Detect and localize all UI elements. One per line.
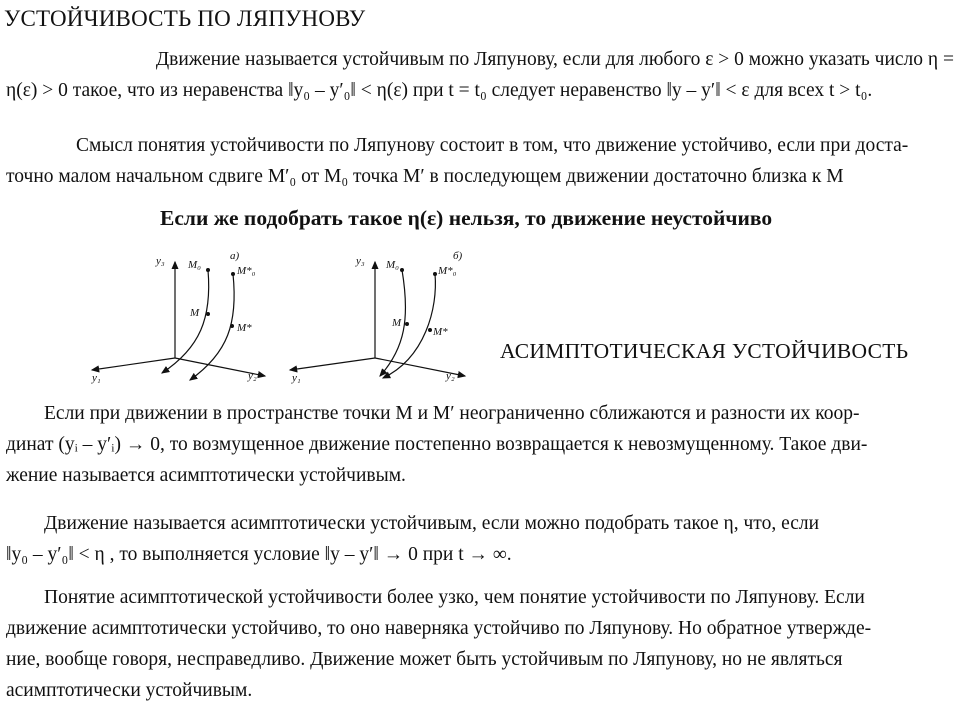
- text-line: ‖y₀ – y′₀‖ < η , то выполняется условие ‖y – y′‖ → 0 при t → ∞.: [6, 544, 512, 565]
- label-y3: y₃: [356, 255, 365, 267]
- text-line: Движение называется устойчивым по Ляпунову, если для любого ε > 0 можно указать число η =: [155, 49, 954, 70]
- label-y2: y₂: [248, 370, 257, 382]
- paragraph-lyapunov-meaning: [6, 130, 954, 192]
- figure-tag-a: а): [230, 250, 240, 262]
- text-line: Движение называется асимптотически устойчивым, если можно подобрать такое η, что, если: [44, 513, 820, 534]
- label-y1: y₁: [92, 372, 101, 384]
- label-M: M: [392, 317, 402, 329]
- text-line: динат (yᵢ – y′ᵢ) → 0, то возмущенное движение постепенно возвращается к невозмущенному. Такое дви-: [6, 434, 868, 455]
- label-M0-prime: M*₀: [438, 265, 457, 277]
- instability-statement: Если же подобрать такое η(ε) нельзя, то движение неустойчиво: [160, 206, 773, 230]
- figure-b: [290, 250, 465, 384]
- paragraph-asymptotic-comparison: [6, 582, 954, 706]
- text-line: жение называется асимптотически устойчивым.: [6, 465, 406, 486]
- text-line: Понятие асимптотической устойчивости более узко, чем понятие устойчивости по Ляпунову. Если: [44, 587, 865, 608]
- heading-asymptotic-stability: АСИМПТОТИЧЕСКАЯ УСТОЙЧИВОСТЬ: [500, 339, 909, 363]
- trajectory-figure: [80, 248, 490, 388]
- text-line: η(ε) > 0 такое, что из неравенства ‖y₀ – y′₀‖ < η(ε) при t = t₀ следует неравенство ‖y – y′‖ < ε для всех t > t₀.: [6, 80, 873, 101]
- text-line: ние, вообще говоря, несправедливо. Движение может быть устойчивым по Ляпунову, но не являться: [6, 649, 843, 670]
- label-M0-prime: M*₀: [237, 265, 256, 277]
- paragraph-asymptotic-definition: [6, 508, 954, 570]
- text-line: Смысл понятия устойчивости по Ляпунову состоит в том, что движение устойчиво, если при доста-: [76, 135, 909, 156]
- paragraph-lyapunov-definition: [6, 44, 954, 106]
- heading-lyapunov-stability: УСТОЙЧИВОСТЬ ПО ЛЯПУНОВУ: [4, 6, 366, 31]
- text-line: движение асимптотически устойчиво, то оно наверняка устойчиво по Ляпунову. Но обратное утвержде-: [6, 618, 872, 639]
- paragraph-asymptotic-intro: [6, 398, 954, 491]
- text-line: асимптотически устойчивым.: [6, 680, 253, 701]
- label-y2: y₂: [446, 370, 455, 382]
- label-M: M: [190, 307, 200, 319]
- label-M-prime: M*: [237, 322, 252, 334]
- figure-tag-b: б): [453, 250, 463, 262]
- label-M-prime: M*: [433, 326, 448, 338]
- text-line: точно малом начальном сдвиге M′₀ от M₀ точка M′ в последующем движении достаточно близка к M: [6, 166, 844, 187]
- label-M0: M₀: [386, 259, 399, 271]
- text-line: Если при движении в пространстве точки M и M′ неограниченно сближаются и разности их коор-: [44, 403, 860, 424]
- label-y3: y₃: [156, 255, 165, 267]
- figure-a: [91, 250, 265, 384]
- label-M0: M₀: [188, 259, 201, 271]
- label-y1: y₁: [292, 372, 301, 384]
